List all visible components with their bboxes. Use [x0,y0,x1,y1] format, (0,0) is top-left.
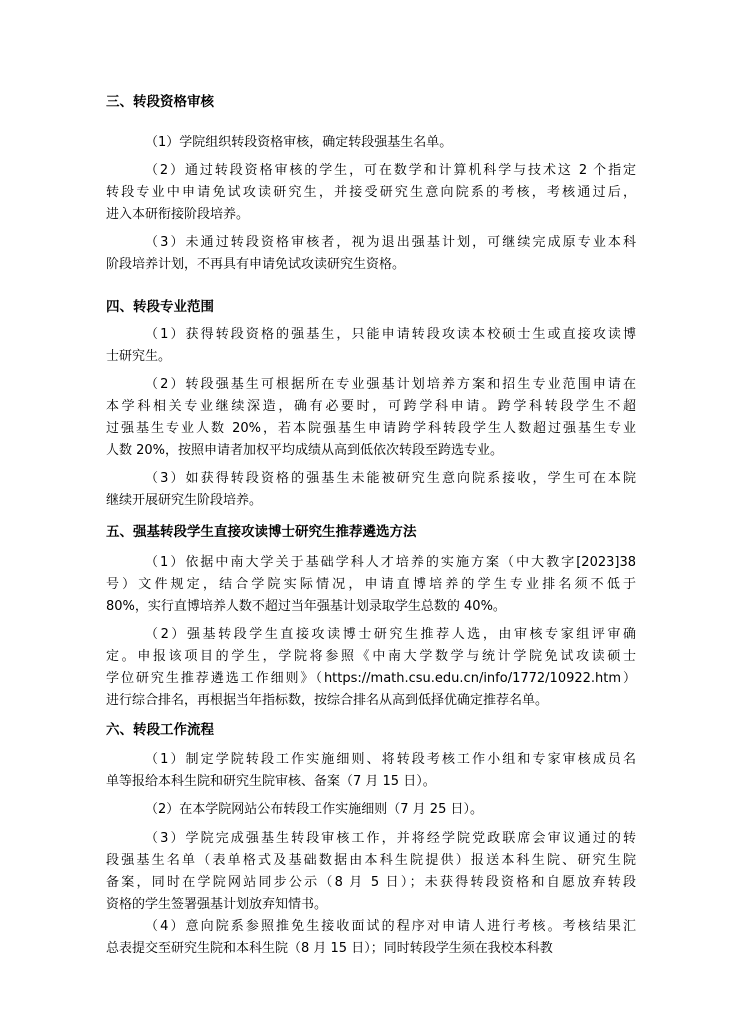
paragraph-line: 士研究生。 [106,349,172,364]
paragraph-line: （2）转段强基生可根据所在专业强基计划培养方案和招生专业范围申请在 [145,377,636,392]
section-heading: 三、转段资格审核 [106,94,214,110]
paragraph-line: 过强基生专业人数 20%，若本院强基生申请跨学科转段学生人数超过强基生专业 [106,421,636,436]
paragraph-line: （2）强基转段学生直接攻读博士研究生推荐人选，由审核专家组评审确 [145,627,636,642]
paragraph-line: 人数 20%，按照申请者加权平均成绩从高到低依次转段至跨选专业。 [106,443,504,458]
paragraph-line: （1）依据中南大学关于基础学科人才培养的实施方案（中大教字[2023]38 [145,555,636,570]
paragraph-line: 定。申报该项目的学生，学院将参照《中南大学数学与统计学院免试攻读硕士 [106,649,636,664]
section-heading: 五、强基转段学生直接攻读博士研究生推荐遴选方法 [106,524,417,540]
paragraph-line: 继续开展研究生阶段培养。 [106,493,263,508]
paragraph-line: （2）通过转段资格审核的学生，可在数学和计算机科学与技术这 2 个指定 [145,163,636,178]
paragraph-line: 转段专业中申请免试攻读研究生，并接受研究生意向院系的考核，考核通过后， [106,185,636,200]
paragraph-line: 进行综合排名，再根据当年指标数，按综合排名从高到低择优确定推荐名单。 [106,693,549,708]
paragraph-line: 本学科相关专业继续深造，确有必要时，可跨学科申请。跨学科转段学生不超 [106,399,636,414]
paragraph-line: （3）学院完成强基生转段审核工作，并将经学院党政联席会审议通过的转 [145,831,636,846]
paragraph-line: 阶段培养计划，不再具有申请免试攻读研究生资格。 [106,257,406,272]
paragraph-line: （1）学院组织转段资格审核，确定转段强基生名单。 [145,135,453,150]
paragraph-line: （3）如获得转段资格的强基生未能被研究生意向院系接收，学生可在本院 [145,471,636,486]
paragraph-line: （1）获得转段资格的强基生，只能申请转段攻读本校硕士生或直接攻读博 [145,327,636,342]
paragraph-line: 进入本研衔接阶段培养。 [106,207,250,222]
paragraph-line: 单等报给本科生院和研究生院审核、备案（7 月 15 日）。 [106,774,436,789]
paragraph-line: 学位研究生推荐遴选工作细则》（https://math.csu.edu.cn/info/1772/10922.htm） [106,671,636,686]
paragraph-line: 80%，实行直博培养人数不超过当年强基计划录取学生总数的 40%。 [106,599,506,614]
paragraph-line: （1）制定学院转段工作实施细则、将转段考核工作小组和专家审核成员名 [145,752,636,767]
paragraph-line: 号）文件规定，结合学院实际情况，申请直博培养的学生专业排名须不低于 [106,577,636,592]
paragraph-line: 备案，同时在学院网站同步公示（8 月 5 日）；未获得转段资格和自愿放弃转段 [106,875,636,890]
paragraph-line: （2）在本学院网站公布转段工作实施细则（7 月 25 日）。 [145,802,483,817]
section-heading: 六、转段工作流程 [106,722,214,738]
paragraph-line: 总表提交至研究生院和本科生院（8 月 15 日）；同时转段学生须在我校本科教 [106,941,553,956]
paragraph-line: （4）意向院系参照推免生接收面试的程序对申请人进行考核。考核结果汇 [145,919,636,934]
paragraph-line: 段强基生名单（表单格式及基础数据由本科生院提供）报送本科生院、研究生院 [106,853,636,868]
paragraph-line: 资格的学生签署强基计划放弃知情书。 [106,897,328,912]
section-heading: 四、转段专业范围 [106,299,214,315]
paragraph-line: （3）未通过转段资格审核者，视为退出强基计划，可继续完成原专业本科 [145,235,636,250]
